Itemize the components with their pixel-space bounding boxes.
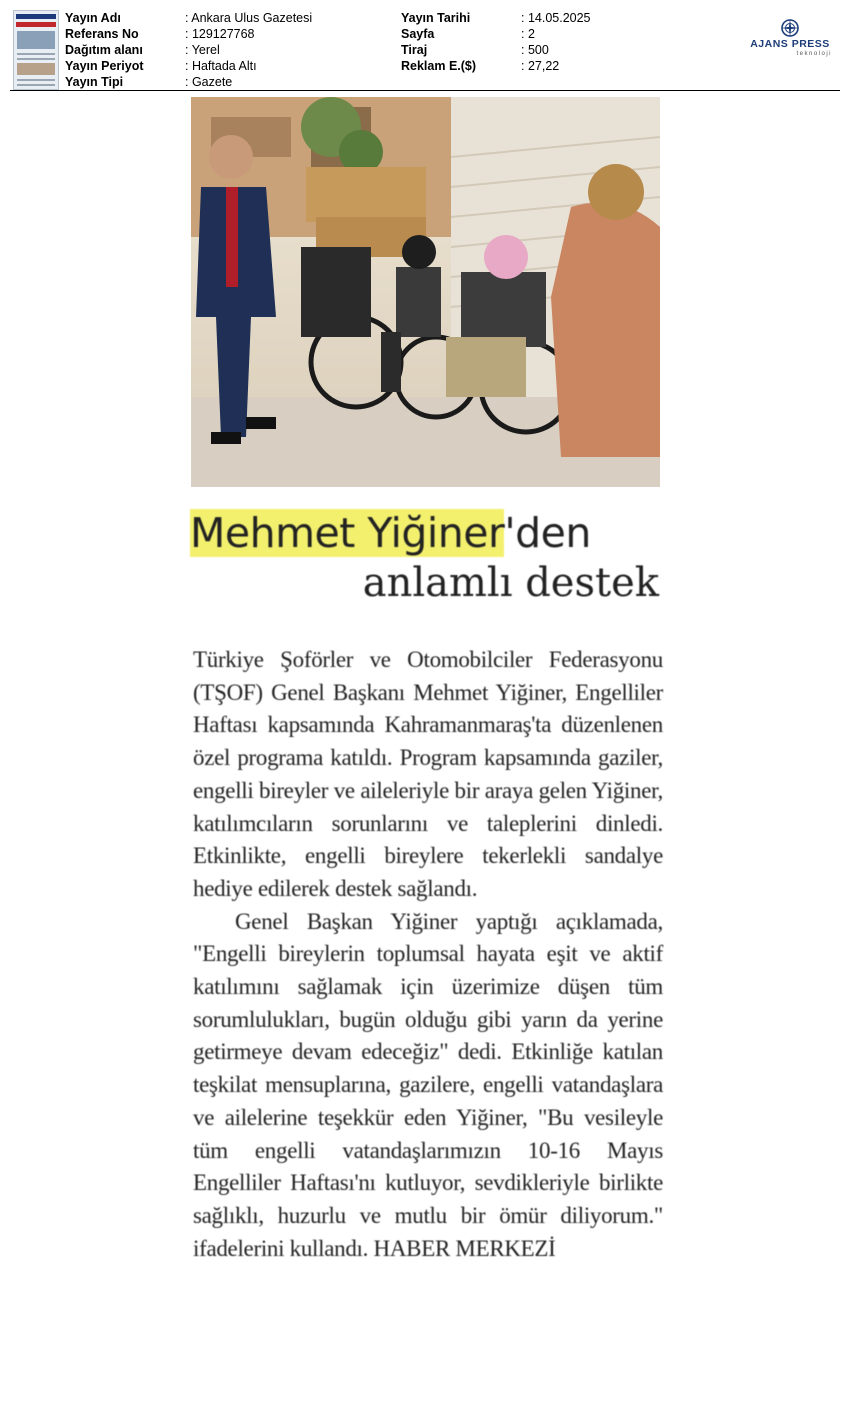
label-yayin-periyot: Yayın Periyot	[65, 59, 144, 73]
value-dagitim-alani: : Yerel	[185, 43, 220, 57]
article-body	[193, 644, 663, 1265]
value-yayin-tarihi: : 14.05.2025	[521, 11, 591, 25]
label-referans-no: Referans No	[65, 27, 139, 41]
label-yayin-tipi: Yayın Tipi	[65, 75, 124, 89]
logo-tagline: teknoloji	[796, 51, 832, 57]
article-paragraph-2: Genel Başkan Yiğiner yaptığı açıklamada, "Engelli bireylerin toplumsal hayata eşit ve aktif katılımını sağlamak için üzerimize düşen tüm sorumlulukları, bugün olduğu gibi yarın da yerine getirmeye devam edeceğiz" dedi. Etkinliğe katılan teşkilat mensuplarına, gazilere, engelli vatandaşlara ve ailelerine teşekkür eden Yiğiner, "Bu vesileyle tüm engelli vatandaşlarımızın 10-16 Mayıs Engelliler Haftası'nı kutluyor, sevdikleriyle birlikte sağlıklı, huzurlu ve mutlu bir ömür diliyorum." ifadelerini kullandı. HABER MERKEZİ	[193, 908, 663, 1261]
wheelchair-event-photo	[191, 97, 660, 487]
label-reklam-esdegeri: Reklam E.($)	[401, 59, 477, 73]
article-headline	[190, 508, 665, 608]
newspaper-thumbnail[interactable]	[13, 10, 59, 90]
value-referans-no: : 129127768	[185, 27, 255, 41]
article-photo	[191, 97, 660, 487]
logo-name: AJANS PRESS	[750, 38, 830, 50]
article-paragraph-1: Türkiye Şoförler ve Otomobilciler Federasyonu (TŞOF) Genel Başkanı Mehmet Yiğiner, Engelliler Haftası kapsamında Kahramanmaraş'ta düzenlenen özel programa katıldı. Program kapsamında gaziler, engelli bireyler ve aileleriyle bir araya gelen Yiğiner, katılımcıların sorunlarını ve taleplerini dinledi. Etkinlikte, engelli bireylere tekerlekli sandalye hediye edilerek destek sağlandı.	[193, 647, 663, 901]
value-sayfa: : 2	[521, 27, 535, 41]
header-divider	[10, 90, 840, 91]
value-yayin-periyot: : Haftada Altı	[185, 59, 257, 73]
clipping-header	[0, 0, 850, 92]
headline-highlight: Mehmet Yiğiner	[190, 509, 505, 557]
label-yayin-tarihi: Yayın Tarihi	[401, 11, 471, 25]
label-dagitim-alani: Dağıtım alanı	[65, 43, 143, 57]
headline-suffix: 'den	[504, 509, 591, 557]
ajans-press-logo	[742, 18, 838, 62]
label-sayfa: Sayfa	[401, 27, 435, 41]
value-yayin-tipi: : Gazete	[185, 75, 233, 89]
compass-icon	[780, 18, 800, 38]
headline-line-1	[190, 508, 665, 558]
label-tiraj: Tiraj	[401, 43, 428, 57]
value-tiraj: : 500	[521, 43, 549, 57]
value-reklam-esdegeri: : 27,22	[521, 59, 560, 73]
headline-line-2: anlamlı destek	[362, 560, 659, 606]
label-yayin-adi: Yayın Adı	[65, 11, 121, 25]
value-yayin-adi: : Ankara Ulus Gazetesi	[185, 11, 313, 25]
